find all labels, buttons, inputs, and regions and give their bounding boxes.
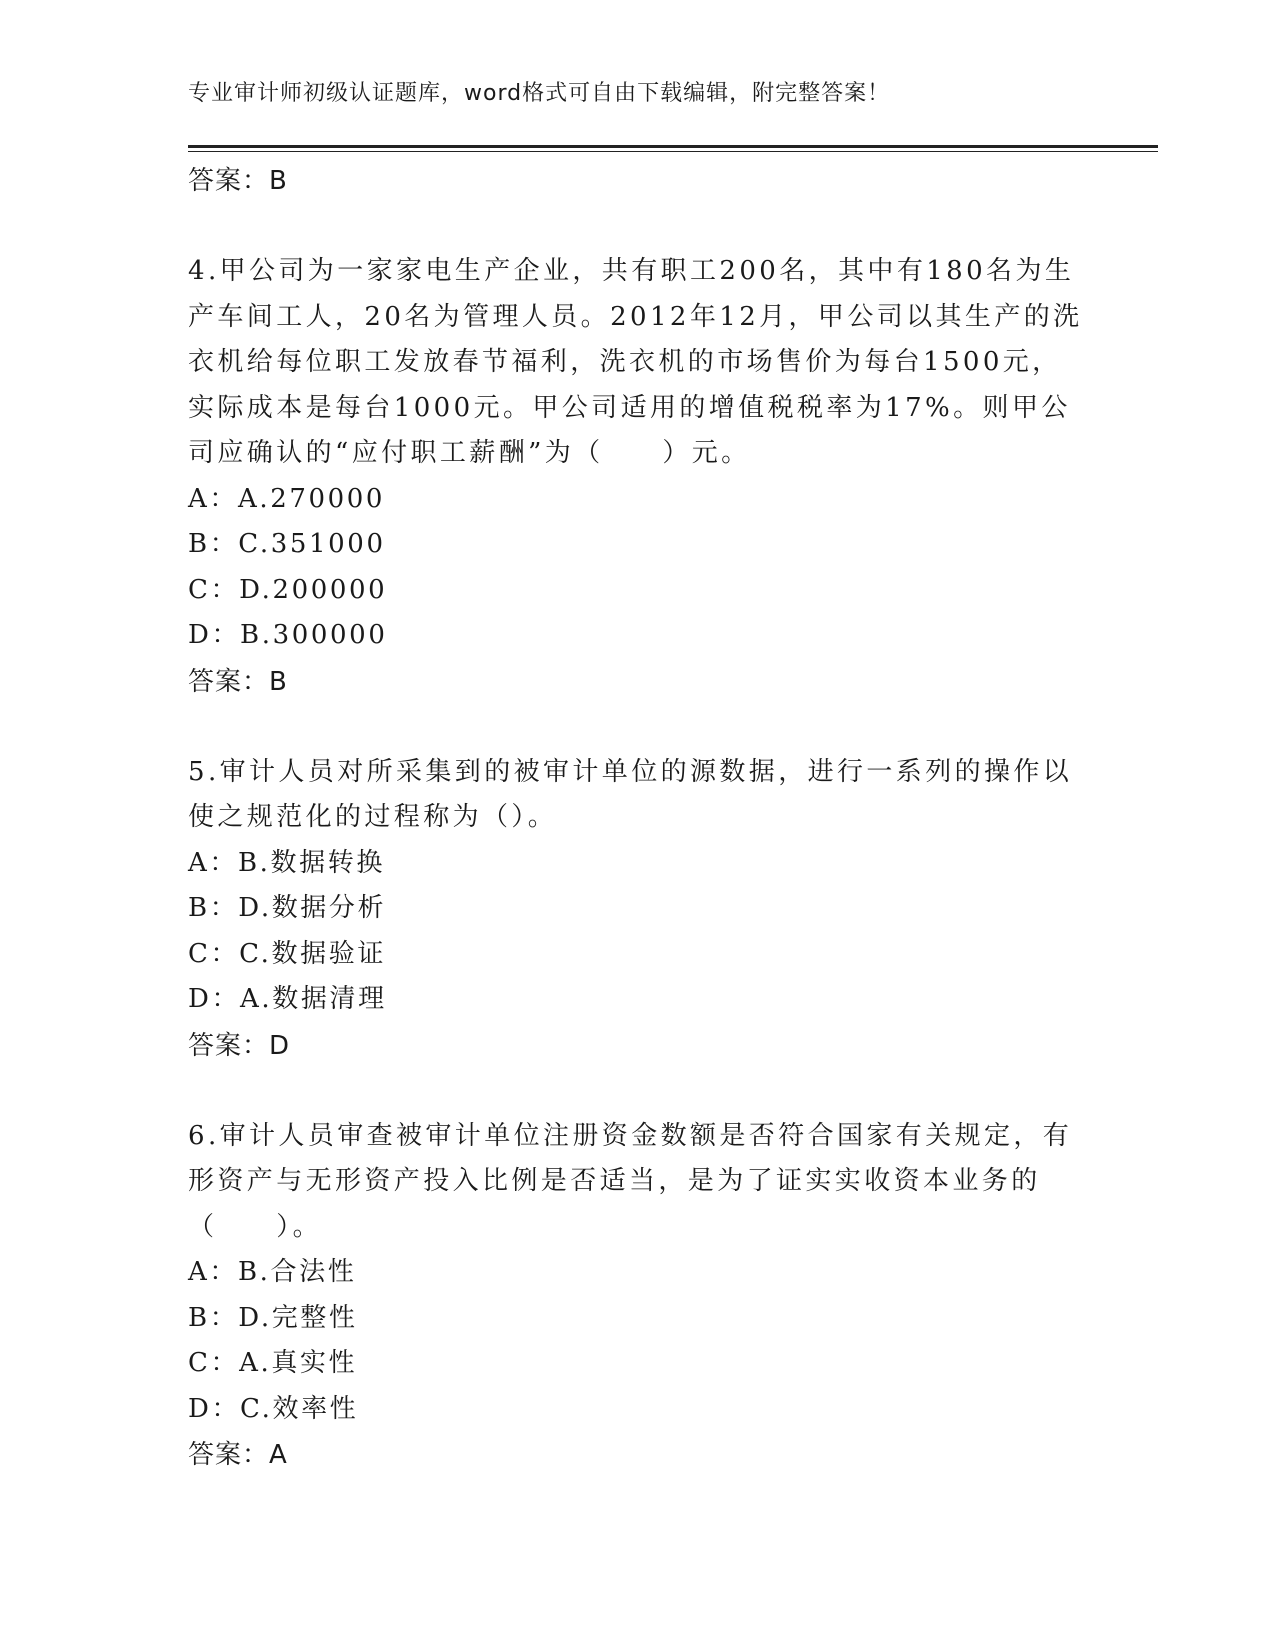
previous-answer: 答案：B bbox=[188, 166, 288, 196]
question-stem: 4.甲公司为一家家电生产企业，共有职工200名，其中有180名为生产车间工人，20名为管理人员。2012年12月，甲公司以其生产的洗衣机给每位职工发放春节福利，洗衣机的市场售价为每台1500元，实际成本是每台1000元。甲公司适用的增值税税率为17%。则甲公司应确认的“应付职工薪酬”为（ ）元。 bbox=[188, 256, 1083, 468]
option-b: B：D.数据分析 bbox=[188, 893, 387, 923]
option-b: B：D.完整性 bbox=[188, 1302, 358, 1333]
answer: 答案：D bbox=[188, 1030, 291, 1061]
option-b: B：C.351000 bbox=[188, 529, 386, 559]
option-a: A：B.合法性 bbox=[188, 1257, 357, 1287]
option-d: D：B.300000 bbox=[188, 620, 388, 650]
header-divider-thin bbox=[188, 151, 1158, 152]
option-d: D：A.数据清理 bbox=[188, 984, 387, 1014]
option-a: A：B.数据转换 bbox=[188, 847, 385, 878]
option-d: D：C.效率性 bbox=[188, 1393, 359, 1424]
question-stem: 6.审计人员审查被审计单位注册资金数额是否符合国家有关规定，有形资产与无形资产投入比例是否适当，是为了证实实收资本业务的（ ）。 bbox=[188, 1120, 1073, 1242]
answer: 答案：A bbox=[188, 1440, 288, 1470]
header-divider-thick bbox=[188, 145, 1158, 148]
question-stem: 5.审计人员对所采集到的被审计单位的源数据，进行一系列的操作以使之规范化的过程称为（）。 bbox=[188, 756, 1073, 832]
document-body bbox=[188, 158, 1088, 1478]
question-4 bbox=[188, 249, 1088, 705]
option-c: C：A.真实性 bbox=[188, 1348, 358, 1378]
option-c: C：D.200000 bbox=[188, 574, 388, 605]
answer: 答案：B bbox=[188, 666, 288, 697]
option-a: A：A.270000 bbox=[188, 483, 386, 514]
page-header: 专业审计师初级认证题库，word格式可自由下载编辑，附完整答案！ bbox=[188, 81, 891, 106]
question-6 bbox=[188, 1114, 1088, 1479]
option-c: C：C.数据验证 bbox=[188, 938, 386, 969]
question-5 bbox=[188, 750, 1088, 1069]
